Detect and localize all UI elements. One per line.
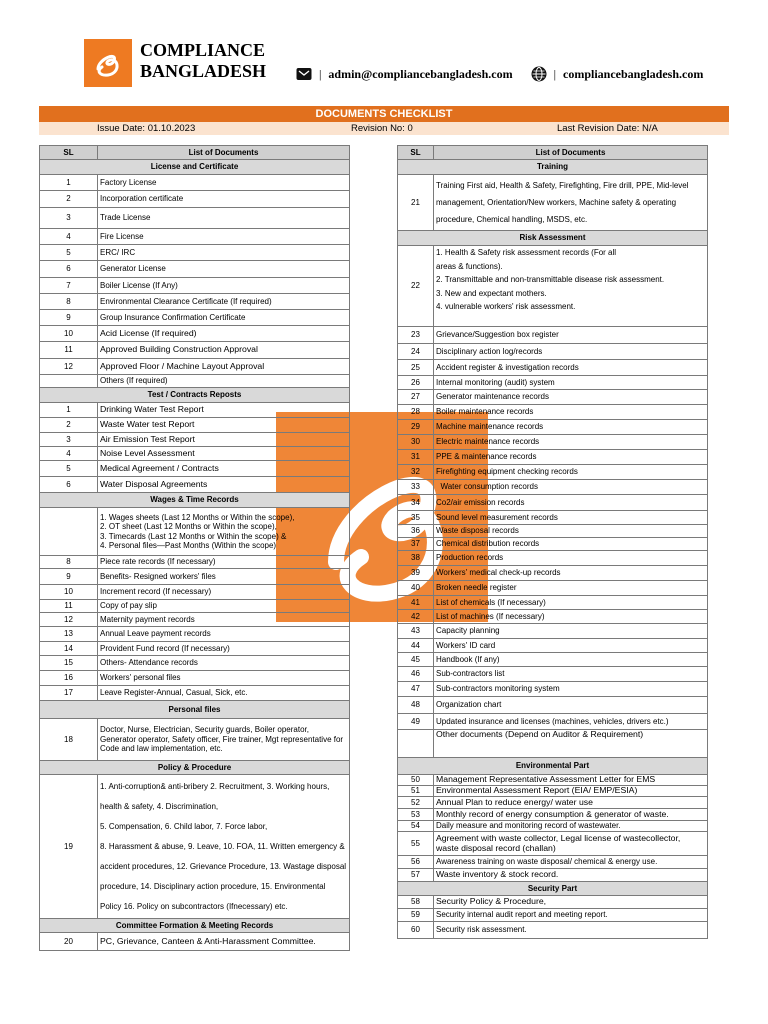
issue-date: Issue Date: 01.10.2023 (97, 123, 196, 134)
list-column-header: List of Documents (98, 146, 350, 160)
row-sl: 6 (40, 477, 98, 493)
row-document: Updated insurance and licenses (machines, vehicles, drivers etc.) (434, 714, 708, 730)
email-icon (296, 66, 312, 82)
table-row (398, 405, 708, 420)
table-row (40, 310, 350, 326)
row-sl: 8 (40, 294, 98, 310)
training-line: Training First aid, Health & Safety, Firefighting, Fire drill, PPE, Mid-level (436, 181, 689, 190)
left-checklist-table (39, 145, 350, 951)
separator: | (553, 66, 556, 81)
row-sl: 51 (398, 786, 434, 797)
section-header (40, 919, 350, 933)
row-document: Sub-contractors monitoring system (434, 682, 708, 697)
row-sl: 26 (398, 376, 434, 390)
row-sl: 24 (398, 344, 434, 360)
table-row (398, 697, 708, 714)
row-sl: 9 (40, 310, 98, 326)
brand-line-1: COMPLIANCE (140, 40, 265, 60)
row-sl: 41 (398, 596, 434, 610)
row-document: PC, Grievance, Canteen & Anti-Harassment Committee. (98, 933, 350, 951)
row-document: Air Emission Test Report (98, 433, 350, 447)
wages-line: 2. OT sheet (Last 12 Months or Within the scope), (100, 522, 277, 531)
table-row (40, 278, 350, 294)
row-document: Sound level measurement records (434, 511, 708, 525)
row-document: Security risk assessment. (434, 922, 708, 939)
policy-cell (98, 775, 350, 919)
wages-line: 1. Wages sheets (Last 12 Months or Within the scope), (100, 512, 295, 522)
row-document: Machine maintenance records (434, 420, 708, 435)
row-document: Sub-contractors list (434, 667, 708, 682)
row-document: Organization chart (434, 697, 708, 714)
row-document: Other documents (Depend on Auditor & Requirement) (434, 730, 708, 758)
table-row (398, 327, 708, 344)
risk-line: areas & functions). (436, 261, 503, 271)
table-row (398, 667, 708, 682)
table-row (40, 208, 350, 229)
row-document: Accident register & investigation records (434, 360, 708, 376)
table-row (398, 821, 708, 832)
row-document: Water Disposal Agreements (98, 477, 350, 493)
row-document: Co2/air emission records (434, 495, 708, 511)
row-document: Generator License (98, 261, 350, 278)
row-sl: 9 (40, 569, 98, 585)
row-sl (398, 730, 434, 758)
row-document: Workers' ID card (434, 639, 708, 653)
section-header (40, 701, 350, 719)
row-document: Factory License (98, 175, 350, 191)
row-document: Generator maintenance records (434, 390, 708, 405)
table-header-row (40, 146, 350, 160)
section-security-title: Security Part (398, 882, 708, 896)
row-document: Agreement with waste collector, Legal license of wastecollector, waste disposal record (challan) (434, 832, 708, 856)
table-row (40, 775, 350, 919)
row-sl: 34 (398, 495, 434, 511)
row-sl: 2 (40, 418, 98, 433)
table-row (40, 569, 350, 585)
table-row (398, 465, 708, 480)
table-row (398, 610, 708, 624)
row-document: Boiler maintenance records (434, 405, 708, 420)
table-row (40, 359, 350, 375)
row-document: Security Policy & Procedure, (434, 896, 708, 909)
table-row (40, 461, 350, 477)
row-sl: 4 (40, 447, 98, 461)
policy-line: 5. Compensation, 6. Child labor, 7. Force labor, (100, 821, 268, 831)
table-row (40, 508, 350, 556)
row-sl (40, 375, 98, 388)
row-document: Environmental Clearance Certificate (If required) (98, 294, 350, 310)
row-sl: 54 (398, 821, 434, 832)
row-document: Doctor, Nurse, Electrician, Security guards, Boiler operator, Generator operator, Safety officer, Fire trainer, Mgt representative for Code and law implementation, etc. (98, 719, 350, 761)
section-header (398, 882, 708, 896)
row-document: Handbook (If any) (434, 653, 708, 667)
wages-line: 4. Personal files—Past Months (Within the scope) (100, 541, 277, 550)
table-row (40, 245, 350, 261)
row-sl: 30 (398, 435, 434, 450)
row-sl: 23 (398, 327, 434, 344)
row-document: Awareness training on waste disposal/ chemical & energy use. (434, 856, 708, 869)
website-link[interactable]: compliancebangladesh.com (563, 66, 704, 81)
section-header (40, 160, 350, 175)
risk-line: 4. vulnerable workers' risk assessment. (436, 302, 576, 311)
table-row (398, 495, 708, 511)
page-header (0, 0, 768, 100)
row-document: Others- Attendance records (98, 656, 350, 671)
row-document: Maternity payment records (98, 613, 350, 627)
table-row (40, 261, 350, 278)
table-row (40, 326, 350, 342)
table-row (40, 477, 350, 493)
row-document: Broken needle register (434, 581, 708, 596)
row-sl: 3 (40, 433, 98, 447)
table-row (40, 719, 350, 761)
row-sl: 60 (398, 922, 434, 939)
row-sl: 46 (398, 667, 434, 682)
row-document: Waste inventory & stock record. (434, 869, 708, 882)
row-sl: 19 (40, 775, 98, 919)
row-document: Drinking Water Test Report (98, 403, 350, 418)
table-row (40, 342, 350, 359)
table-row (40, 191, 350, 208)
row-sl: 33 (398, 480, 434, 495)
row-document: Production records (434, 551, 708, 566)
row-document: Benefits- Resigned workers' files (98, 569, 350, 585)
table-row (40, 613, 350, 627)
table-row (40, 686, 350, 701)
globe-icon (531, 66, 547, 82)
table-row (398, 480, 708, 495)
row-sl: 58 (398, 896, 434, 909)
table-row (40, 600, 350, 613)
table-row (398, 344, 708, 360)
row-sl: 3 (40, 208, 98, 229)
sl-column-header: SL (40, 146, 98, 160)
row-document: Annual Plan to reduce energy/ water use (434, 797, 708, 809)
table-row (398, 909, 708, 922)
row-document: Incorporation certificate (98, 191, 350, 208)
table-row (398, 175, 708, 231)
table-row (398, 856, 708, 869)
row-sl: 32 (398, 465, 434, 480)
policy-line: 8. Harassment & abuse, 9. Leave, 10. FOA, 11. Written emergency & (100, 841, 345, 851)
row-sl: 42 (398, 610, 434, 624)
row-document: Chemical distribution records (434, 538, 708, 551)
training-line: procedure, Chemical handling, MSDS, etc. (436, 215, 588, 224)
table-row (398, 511, 708, 525)
row-sl: 22 (398, 246, 434, 327)
row-document: Capacity planning (434, 624, 708, 639)
row-sl: 17 (40, 686, 98, 701)
table-row (398, 775, 708, 786)
row-document: Provident Fund record (If necessary) (98, 642, 350, 656)
table-row (398, 566, 708, 581)
table-row (398, 730, 708, 758)
row-sl: 45 (398, 653, 434, 667)
table-row (398, 714, 708, 730)
row-sl: 56 (398, 856, 434, 869)
row-sl: 38 (398, 551, 434, 566)
table-row (398, 360, 708, 376)
row-document: Internal monitoring (audit) system (434, 376, 708, 390)
row-sl: 28 (398, 405, 434, 420)
table-row (398, 896, 708, 909)
row-sl: 16 (40, 671, 98, 686)
row-sl: 50 (398, 775, 434, 786)
row-sl: 5 (40, 461, 98, 477)
last-revision-date: Last Revision Date: N/A (557, 123, 658, 134)
wages-multi-cell (98, 508, 350, 556)
brand-name (140, 40, 266, 82)
row-sl: 1 (40, 403, 98, 418)
policy-line: Policy 16. Policy on subcontractors (Ifnecessary) etc. (100, 901, 288, 911)
row-sl: 49 (398, 714, 434, 730)
row-document: Grievance/Suggestion box register (434, 327, 708, 344)
table-row (398, 435, 708, 450)
training-line: management, Orientation/New workers, Machine safety & operating (436, 198, 677, 207)
row-sl: 12 (40, 613, 98, 627)
separator: | (319, 66, 322, 81)
table-row (398, 450, 708, 465)
section-header (398, 160, 708, 175)
row-sl: 44 (398, 639, 434, 653)
table-row (40, 933, 350, 951)
row-document: Approved Building Construction Approval (98, 342, 350, 359)
policy-line: procedure, 14. Disciplinary action procedure, 15. Environmental (100, 881, 326, 891)
row-document: Group Insurance Confirmation Certificate (98, 310, 350, 326)
table-row (40, 556, 350, 569)
row-document: Security internal audit report and meeting report. (434, 909, 708, 922)
section-header (40, 761, 350, 775)
section-personal-title: Personal files (40, 701, 350, 719)
section-header (398, 231, 708, 246)
document-title: DOCUMENTS CHECKLIST (39, 106, 729, 122)
row-sl: 57 (398, 869, 434, 882)
risk-line: 1. Health & Safety risk assessment records (For all (436, 248, 617, 257)
row-document: List of chemicals (If necessary) (434, 596, 708, 610)
row-document: Noise Level Assessment (98, 447, 350, 461)
row-document: Firefighting equipment checking records (434, 465, 708, 480)
table-row (40, 403, 350, 418)
row-sl: 11 (40, 600, 98, 613)
section-policy-title: Policy & Procedure (40, 761, 350, 775)
table-row (398, 832, 708, 856)
row-sl: 48 (398, 697, 434, 714)
row-sl: 14 (40, 642, 98, 656)
row-document: Boiler License (If Any) (98, 278, 350, 294)
row-sl: 18 (40, 719, 98, 761)
table-row (40, 229, 350, 245)
row-sl: 29 (398, 420, 434, 435)
table-row (40, 447, 350, 461)
row-sl: 10 (40, 585, 98, 600)
row-sl: 47 (398, 682, 434, 697)
row-sl: 20 (40, 933, 98, 951)
issue-info-bar (39, 122, 729, 135)
row-sl: 52 (398, 797, 434, 809)
row-document: Waste disposal records (434, 525, 708, 538)
table-row (40, 585, 350, 600)
row-document: Environmental Assessment Report (EIA/ EMP/ESIA) (434, 786, 708, 797)
row-document: Waste Water test Report (98, 418, 350, 433)
table-row (398, 624, 708, 639)
table-row (398, 809, 708, 821)
right-checklist-table (397, 145, 708, 939)
risk-line: 2. Transmittable and non-transmittable disease risk assessment. (436, 275, 665, 284)
table-row (40, 294, 350, 310)
section-training-title: Training (398, 160, 708, 175)
row-document: Water consumption records (434, 480, 708, 495)
row-sl: 5 (40, 245, 98, 261)
row-sl: 27 (398, 390, 434, 405)
contact-info (296, 66, 703, 82)
row-sl: 40 (398, 581, 434, 596)
email-link[interactable]: admin@compliancebangladesh.com (328, 66, 513, 81)
row-sl: 21 (398, 175, 434, 231)
table-row (40, 418, 350, 433)
table-row (398, 246, 708, 327)
risk-line: 3. New and expectant mothers. (436, 288, 547, 298)
table-row (40, 433, 350, 447)
table-row (40, 671, 350, 686)
row-document: Workers' medical check-up records (434, 566, 708, 581)
row-document: Increment record (If necessary) (98, 585, 350, 600)
row-sl: 36 (398, 525, 434, 538)
section-test-title: Test / Contracts Reposts (40, 388, 350, 403)
row-document: ERC/ IRC (98, 245, 350, 261)
section-license-title: License and Certificate (40, 160, 350, 175)
row-sl: 4 (40, 229, 98, 245)
table-row (40, 642, 350, 656)
row-document: Workers' personal files (98, 671, 350, 686)
row-document: Leave Register-Annual, Casual, Sick, etc. (98, 686, 350, 701)
row-document: Approved Floor / Machine Layout Approval (98, 359, 350, 375)
section-wages-title: Wages & Time Records (40, 493, 350, 508)
row-sl: 6 (40, 261, 98, 278)
brand-line-2: BANGLADESH (140, 61, 267, 81)
policy-line: 1. Anti-corruption& anti-bribery 2. Recruitment, 3. Working hours, (100, 781, 330, 791)
row-sl: 35 (398, 511, 434, 525)
row-document: Annual Leave payment records (98, 627, 350, 642)
table-row (398, 390, 708, 405)
row-document: Monthly record of energy consumption & generator of waste. (434, 809, 708, 821)
row-document: Others (If required) (98, 375, 350, 388)
table-row (398, 596, 708, 610)
row-document: Acid License (If required) (98, 326, 350, 342)
table-row (398, 653, 708, 667)
section-header (398, 758, 708, 775)
row-sl: 7 (40, 278, 98, 294)
row-sl: 37 (398, 538, 434, 551)
list-column-header: List of Documents (434, 146, 708, 160)
row-sl: 13 (40, 627, 98, 642)
row-sl: 1 (40, 175, 98, 191)
row-document: Management Representative Assessment Letter for EMS (434, 775, 708, 786)
table-row (398, 581, 708, 596)
row-sl: 53 (398, 809, 434, 821)
row-sl: 15 (40, 656, 98, 671)
row-sl: 8 (40, 556, 98, 569)
section-header (40, 493, 350, 508)
table-row (398, 869, 708, 882)
risk-cell (434, 246, 708, 327)
training-cell (434, 175, 708, 231)
row-document: Disciplinary action log/records (434, 344, 708, 360)
row-sl: 2 (40, 191, 98, 208)
table-row (398, 525, 708, 538)
table-row (398, 639, 708, 653)
row-document: Piece rate records (If necessary) (98, 556, 350, 569)
row-sl: 12 (40, 359, 98, 375)
section-risk-title: Risk Assessment (398, 231, 708, 246)
table-row (40, 627, 350, 642)
section-environmental-title: Environmental Part (398, 758, 708, 775)
table-row (398, 922, 708, 939)
row-document: Trade License (98, 208, 350, 229)
row-document: List of machines (If necessary) (434, 610, 708, 624)
row-sl: 11 (40, 342, 98, 359)
row-document: Medical Agreement / Contracts (98, 461, 350, 477)
row-sl: 43 (398, 624, 434, 639)
table-row (398, 682, 708, 697)
sl-column-header: SL (398, 146, 434, 160)
logo-mark-icon (84, 39, 132, 87)
row-sl: 39 (398, 566, 434, 581)
section-header (40, 388, 350, 403)
table-row (40, 375, 350, 388)
row-sl: 59 (398, 909, 434, 922)
table-row (398, 551, 708, 566)
table-row (398, 786, 708, 797)
revision-number: Revision No: 0 (351, 123, 413, 134)
row-document: PPE & maintenance records (434, 450, 708, 465)
company-logo (84, 39, 132, 87)
row-sl: 25 (398, 360, 434, 376)
row-sl: 55 (398, 832, 434, 856)
table-row (398, 538, 708, 551)
table-header-row (398, 146, 708, 160)
wages-line: 3. Timecards (Last 12 Months or Within the scope) & (100, 531, 287, 541)
row-document: Daily measure and monitoring record of wastewater. (434, 821, 708, 832)
row-sl: 10 (40, 326, 98, 342)
table-row (40, 656, 350, 671)
table-row (40, 175, 350, 191)
section-committee-title: Committee Formation & Meeting Records (40, 919, 350, 933)
policy-line: accident procedures, 12. Grievance Procedure, 13. Wastage disposal (100, 861, 347, 871)
row-sl: 31 (398, 450, 434, 465)
table-row (398, 376, 708, 390)
row-sl (40, 508, 98, 556)
policy-line: health & safety, 4. Discrimination, (100, 801, 219, 811)
table-row (398, 420, 708, 435)
table-row (398, 797, 708, 809)
row-document: Electric maintenance records (434, 435, 708, 450)
row-document: Fire License (98, 229, 350, 245)
row-document: Copy of pay slip (98, 600, 350, 613)
